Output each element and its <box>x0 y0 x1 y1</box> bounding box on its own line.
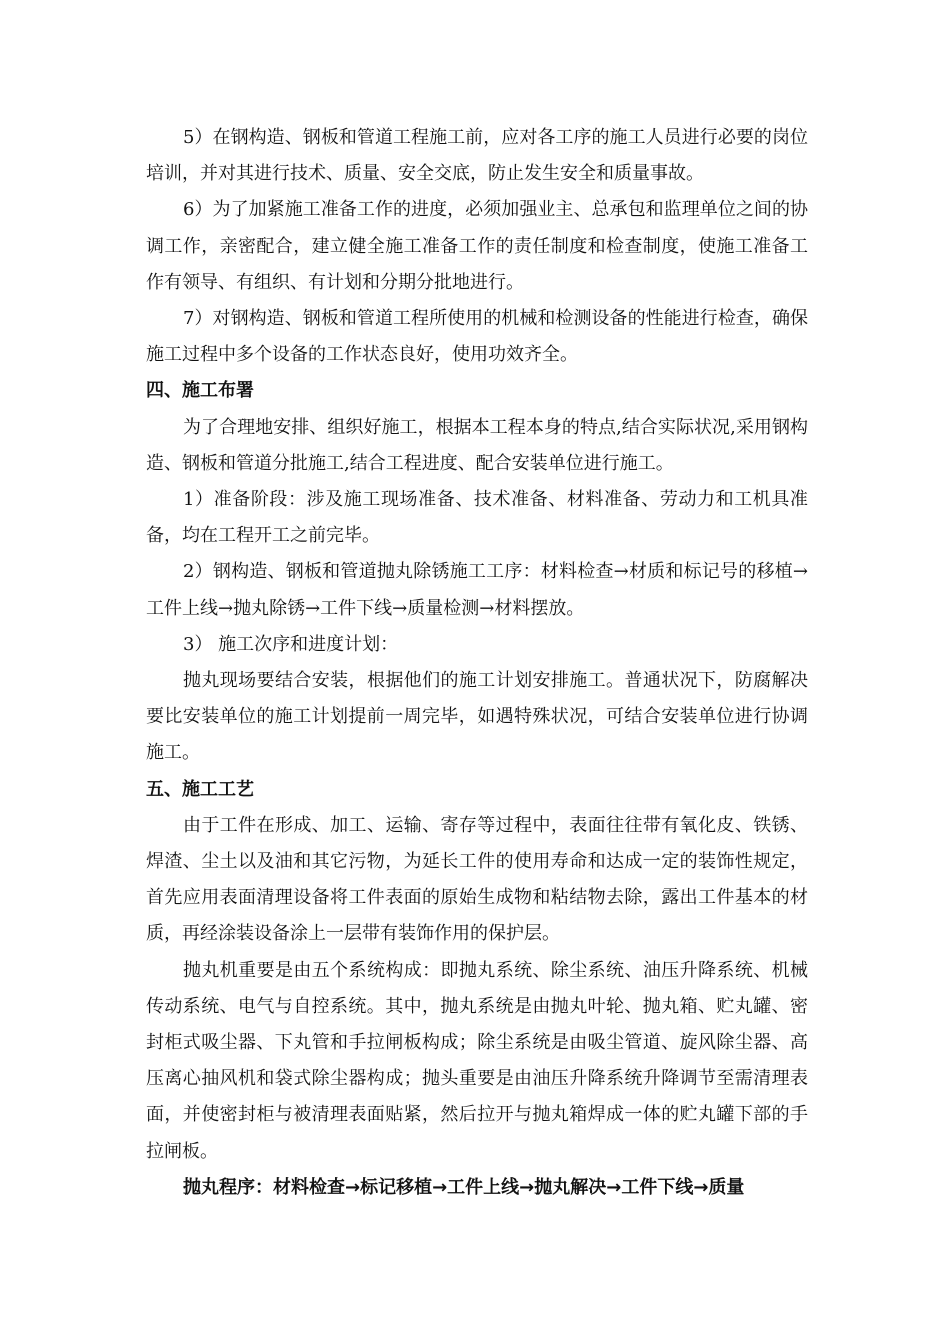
section-5-procedure: 抛丸程序：材料检查→标记移植→工件上线→抛丸解决→工件下线→质量 <box>183 1176 745 1198</box>
paragraph-item-5: 5）在钢构造、钢板和管道工程施工前，应对各工序的施工人员进行必要的岗位培训，并对其进行技术、质量、安全交底，防止发生安全和质量事故。 <box>146 127 808 185</box>
document-page <box>146 120 808 1206</box>
section-4-intro: 为了合理地安排、组织好施工，根据本工程本身的特点,结合实际状况,采用钢构造、钢板和管道分批施工,结合工程进度、配合安装单位进行施工。 <box>146 416 808 474</box>
section-5-paragraph-1: 由于工件在形成、加工、运输、寄存等过程中，表面往往带有氧化皮、铁锈、焊渣、尘土以及油和其它污物，为延长工件的使用寿命和达成一定的装饰性规定，首先应用表面清理设备将工件表面的原始生成物和粘结物去除，露出工件基本的材质，再经涂装设备涂上一层带有装饰作用的保护层。 <box>146 814 808 945</box>
section-4-item-3-body: 抛丸现场要结合安装，根据他们的施工计划安排施工。普通状况下，防腐解决要比安装单位的施工计划提前一周完毕，如遇特殊状况，可结合安装单位进行协调施工。 <box>146 670 808 764</box>
paragraph-item-6: 6）为了加紧施工准备工作的进度，必须加强业主、总承包和监理单位之间的协调工作，亲密配合，建立健全施工准备工作的责任制度和检查制度，使施工准备工作有领导、有组织、有计划和分期分批地进行。 <box>146 199 808 293</box>
section-heading-4: 四、施工布署 <box>146 380 254 402</box>
section-4-item-1: 1）准备阶段：涉及施工现场准备、技术准备、材料准备、劳动力和工机具准备，均在工程开工之前完毕。 <box>146 489 808 547</box>
section-5-paragraph-2: 抛丸机重要是由五个系统构成：即抛丸系统、除尘系统、油压升降系统、机械传动系统、电气与自控系统。其中，抛丸系统是由抛丸叶轮、抛丸箱、贮丸罐、密封柜式吸尘器、下丸管和手拉闸板构成；除尘系统是由吸尘管道、旋风除尘器、高压离心抽风机和袋式除尘器构成；抛头重要是由油压升降系统升降调节至需清理表面，并使密封柜与被清理表面贴紧，然后拉开与抛丸箱焊成一体的贮丸罐下部的手拉闸板。 <box>146 959 808 1162</box>
section-4-item-2: 2）钢构造、钢板和管道抛丸除锈施工工序：材料检查→材质和标记号的移植→工件上线→抛丸除锈→工件下线→质量检测→材料摆放。 <box>146 561 808 619</box>
paragraph-item-7: 7）对钢构造、钢板和管道工程所使用的机械和检测设备的性能进行检查，确保施工过程中多个设备的工作状态良好，使用功效齐全。 <box>146 308 808 366</box>
section-4-item-3: 3） 施工次序和进度计划： <box>183 633 399 655</box>
section-heading-5: 五、施工工艺 <box>146 778 254 800</box>
